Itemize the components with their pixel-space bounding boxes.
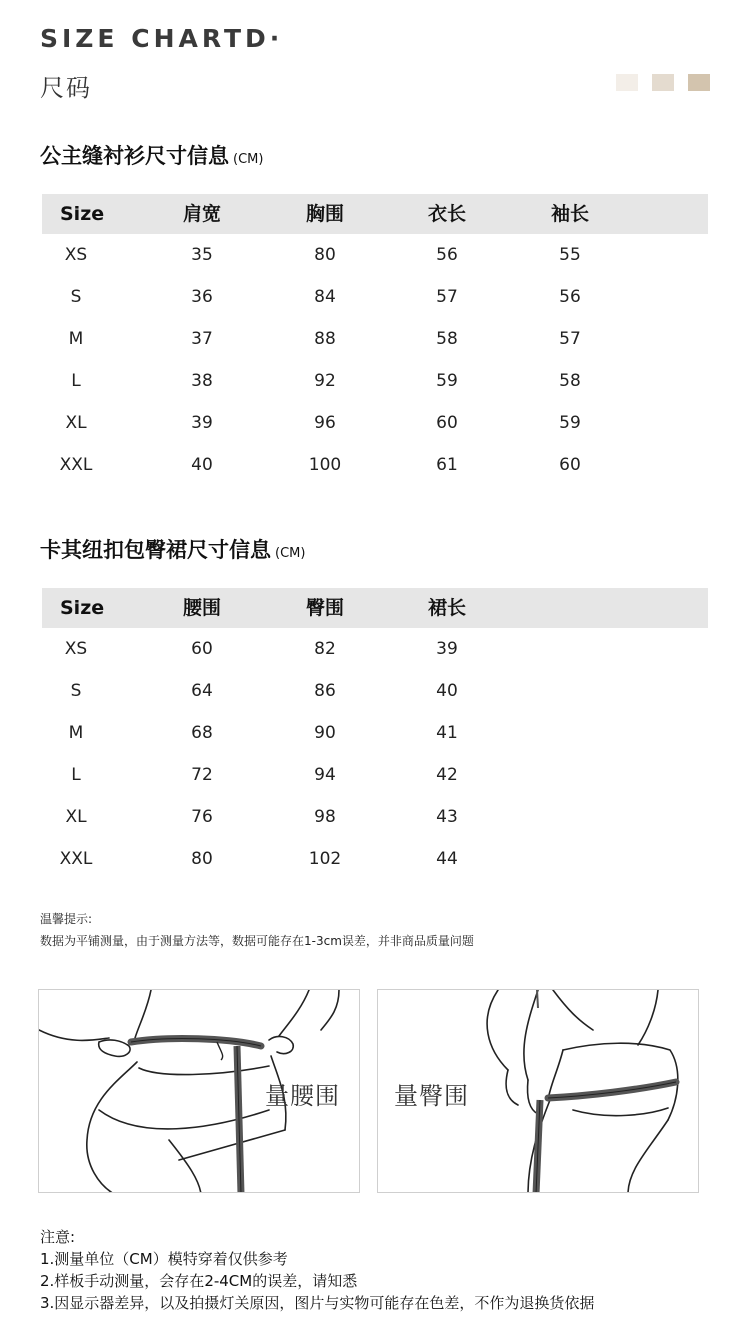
brand-title: SIZE CHARTD· — [40, 24, 284, 53]
tip-text: 数据为平铺测量，由于测量方法等，数据可能存在1-3cm误差，并非商品质量问题 — [40, 934, 474, 948]
cell-size: L — [71, 765, 81, 785]
cell-value: 90 — [314, 723, 336, 743]
table-row — [42, 796, 708, 838]
cell-value: 56 — [559, 287, 581, 307]
cell-size: XS — [64, 245, 88, 265]
header-col-4: 袖长 — [550, 203, 589, 225]
cell-value: 76 — [191, 807, 213, 827]
header-col-2: 胸围 — [305, 203, 344, 225]
cell-value: 57 — [436, 287, 458, 307]
note-item-1: 1.测量单位（CM）模特穿着仅供参考 — [40, 1250, 288, 1268]
cell-value: 60 — [436, 413, 458, 433]
cell-value: 102 — [308, 849, 342, 869]
cell-size: S — [70, 287, 82, 307]
cell-value: 38 — [191, 371, 213, 391]
waist-measure-illustration — [38, 989, 360, 1193]
cell-value: 58 — [559, 371, 581, 391]
cell-value: 39 — [436, 639, 458, 659]
table-header — [42, 588, 708, 628]
shirt-section-title — [40, 140, 263, 170]
cell-value: 57 — [559, 329, 581, 349]
header-size: Size — [60, 203, 105, 225]
cell-value: 60 — [191, 639, 213, 659]
cell-value: 82 — [314, 639, 336, 659]
shirt-size-table — [42, 194, 708, 486]
cell-size: S — [70, 681, 82, 701]
cell-value: 44 — [436, 849, 458, 869]
cell-value: 96 — [314, 413, 336, 433]
header-col-1: 腰围 — [182, 597, 221, 619]
table-row — [42, 628, 708, 670]
cell-value: 80 — [191, 849, 213, 869]
header-col-1: 肩宽 — [182, 203, 221, 225]
cell-value: 64 — [191, 681, 213, 701]
cell-size: L — [71, 371, 81, 391]
cell-value: 68 — [191, 723, 213, 743]
cell-value: 40 — [436, 681, 458, 701]
skirt-unit: (CM) — [275, 546, 306, 561]
cell-value: 61 — [436, 455, 458, 475]
cell-value: 100 — [308, 455, 342, 475]
cell-value: 72 — [191, 765, 213, 785]
cell-value: 56 — [436, 245, 458, 265]
table-row — [42, 276, 708, 318]
cell-value: 98 — [314, 807, 336, 827]
cell-value: 92 — [314, 371, 336, 391]
table-row — [42, 402, 708, 444]
cell-size: XL — [65, 413, 87, 433]
cell-value: 35 — [191, 245, 213, 265]
hip-label: 量臀围 — [394, 1082, 469, 1110]
header-col-3: 裙长 — [427, 597, 466, 619]
skirt-size-table — [42, 588, 708, 880]
table-row — [42, 712, 708, 754]
cell-value: 41 — [436, 723, 458, 743]
skirt-title-text: 卡其纽扣包臀裙尺寸信息 — [40, 538, 271, 562]
shirt-unit: (CM) — [233, 152, 264, 167]
notes — [40, 1226, 594, 1314]
table-row — [42, 444, 708, 486]
header-size: Size — [60, 597, 105, 619]
swatch-light — [616, 74, 638, 91]
note-item-3: 3.因显示器差异，以及拍摄灯关原因，图片与实物可能存在色差，不作为退换货依据 — [40, 1294, 595, 1312]
cell-value: 80 — [314, 245, 336, 265]
cell-value: 59 — [436, 371, 458, 391]
cell-size: XS — [64, 639, 88, 659]
hip-measure-illustration — [377, 989, 699, 1193]
table-row — [42, 754, 708, 796]
brand-subtitle: 尺码 — [40, 74, 92, 102]
header-col-3: 衣长 — [427, 203, 466, 225]
cell-value: 88 — [314, 329, 336, 349]
table-row — [42, 318, 708, 360]
cell-value: 84 — [314, 287, 336, 307]
skirt-section-title — [40, 534, 305, 564]
notes-heading: 注意: — [40, 1228, 76, 1246]
cell-size: M — [68, 723, 84, 743]
cell-value: 58 — [436, 329, 458, 349]
cell-value: 55 — [559, 245, 581, 265]
cell-value: 60 — [559, 455, 581, 475]
table-row — [42, 838, 708, 880]
swatch-dark — [688, 74, 710, 91]
cell-value: 42 — [436, 765, 458, 785]
waist-label: 量腰围 — [265, 1082, 340, 1110]
cell-value: 39 — [191, 413, 213, 433]
cell-value: 43 — [436, 807, 458, 827]
cell-size: M — [68, 329, 84, 349]
cell-size: XXL — [59, 849, 93, 869]
table-row — [42, 234, 708, 276]
cell-value: 36 — [191, 287, 213, 307]
table-header — [42, 194, 708, 234]
cell-value: 37 — [191, 329, 213, 349]
color-swatches — [616, 74, 710, 91]
shirt-title-text: 公主缝衬衫尺寸信息 — [40, 144, 229, 168]
cell-size: XL — [65, 807, 87, 827]
header-col-2: 臀围 — [305, 597, 344, 619]
table-row — [42, 670, 708, 712]
table-row — [42, 360, 708, 402]
note-item-2: 2.样板手动测量，会存在2-4CM的误差，请知悉 — [40, 1272, 358, 1290]
tip-heading: 温馨提示: — [40, 912, 93, 926]
cell-value: 94 — [314, 765, 336, 785]
cell-value: 59 — [559, 413, 581, 433]
swatch-medium — [652, 74, 674, 91]
cell-size: XXL — [59, 455, 93, 475]
cell-value: 40 — [191, 455, 213, 475]
cell-value: 86 — [314, 681, 336, 701]
